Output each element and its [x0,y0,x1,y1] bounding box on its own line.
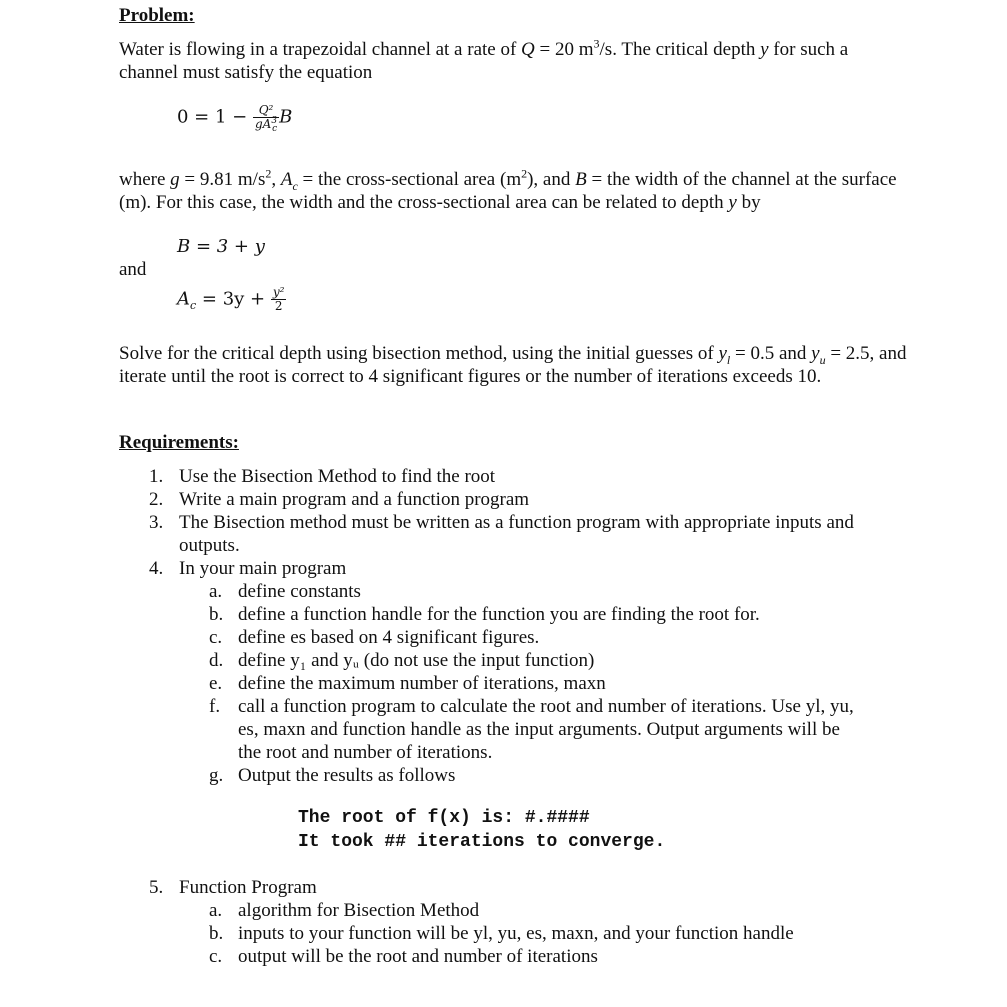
and-label: and [119,259,147,280]
requirement-3: The Bisection method must be written as a function program with appropriate inputs and [179,512,854,533]
main-sub-b: define a function handle for the function you are finding the root for. [238,604,760,625]
sub-letter: b. [209,604,224,625]
list-number: 5. [149,877,164,898]
problem-paragraph-1: Water is flowing in a trapezoidal channel at a rate of Q = 20 $m^3/s$. The critical depth y for such a channel must satisfy the equation [119,36,849,83]
requirement-5: Function Program [179,877,317,898]
list-number: 4. [149,558,164,579]
output-format-line-2: It took ## iterations to converge. [298,832,666,852]
sub-letter: g. [209,765,224,786]
requirements-heading: Requirements: [119,432,239,453]
list-number: 1. [149,466,164,487]
requirement-1: Use the Bisection Method to find the root [179,466,496,487]
list-number: 2. [149,489,164,510]
sub-letter: e. [209,673,223,694]
sub-letter: c. [209,627,223,648]
area-equation: $A_c = 3y$ + $\frac{\text{y²}}{2}$ [177,285,285,313]
list-number: 3. [149,512,164,533]
sub-letter: f. [209,696,221,717]
main-sub-a: define constants [238,581,361,602]
critical-depth-equation: 0 = 1 − $\frac{\text{Q²}}{gA^3_c}$ B [177,103,293,135]
problem-paragraph-3: Solve for the critical depth using bisection method, using the initial guesses of $y_l = 0.5$ and $y_u = 2.5$, and iterate until the root is correct to 4 significant figures or the number of iterations exceeds 10. [119,343,907,387]
sub-letter: c. [209,946,223,967]
main-sub-g: Output the results as follows [238,765,456,786]
requirement-4: In your main program [179,558,347,579]
sub-letter: b. [209,923,224,944]
sub-letter: a. [209,900,223,921]
width-equation: B = 3 + y [177,236,265,257]
sub-letter: d. [209,650,224,671]
func-sub-a: algorithm for Bisection Method [238,900,480,921]
main-sub-f-line2: es, maxn and function handle as the input arguments. Output arguments will be [238,719,840,740]
problem-paragraph-2: where g = 9.81 $m/s^2$, $A_c$ = the cross-sectional area $(m^2)$, and B = the width of the channel at the surface (m). For this case, the width and the cross-sectional area can be related to depth y by [119,166,897,213]
func-sub-b: inputs to your function will be yl, yu, es, maxn, and your function handle [238,923,794,944]
main-sub-e: define the maximum number of iterations, maxn [238,673,606,694]
sub-letter: a. [209,581,223,602]
main-sub-f-line3: the root and number of iterations. [238,742,493,763]
output-format-line-1: The root of f(x) is: #.#### [298,808,590,828]
func-sub-c: output will be the root and number of iterations [238,946,598,967]
requirement-2: Write a main program and a function program [179,489,530,510]
problem-heading: Problem: [119,5,195,26]
main-sub-c: define es based on 4 significant figures. [238,627,540,648]
main-sub-f: call a function program to calculate the root and number of iterations. Use yl, yu, [238,696,854,717]
equation-fraction: $\frac{\text{Q²}}{gA^3_c}$ [254,103,278,135]
requirement-3-continued: outputs. [179,535,240,556]
main-sub-d: define y₁ and yᵤ (do not use the input function) [238,650,595,671]
